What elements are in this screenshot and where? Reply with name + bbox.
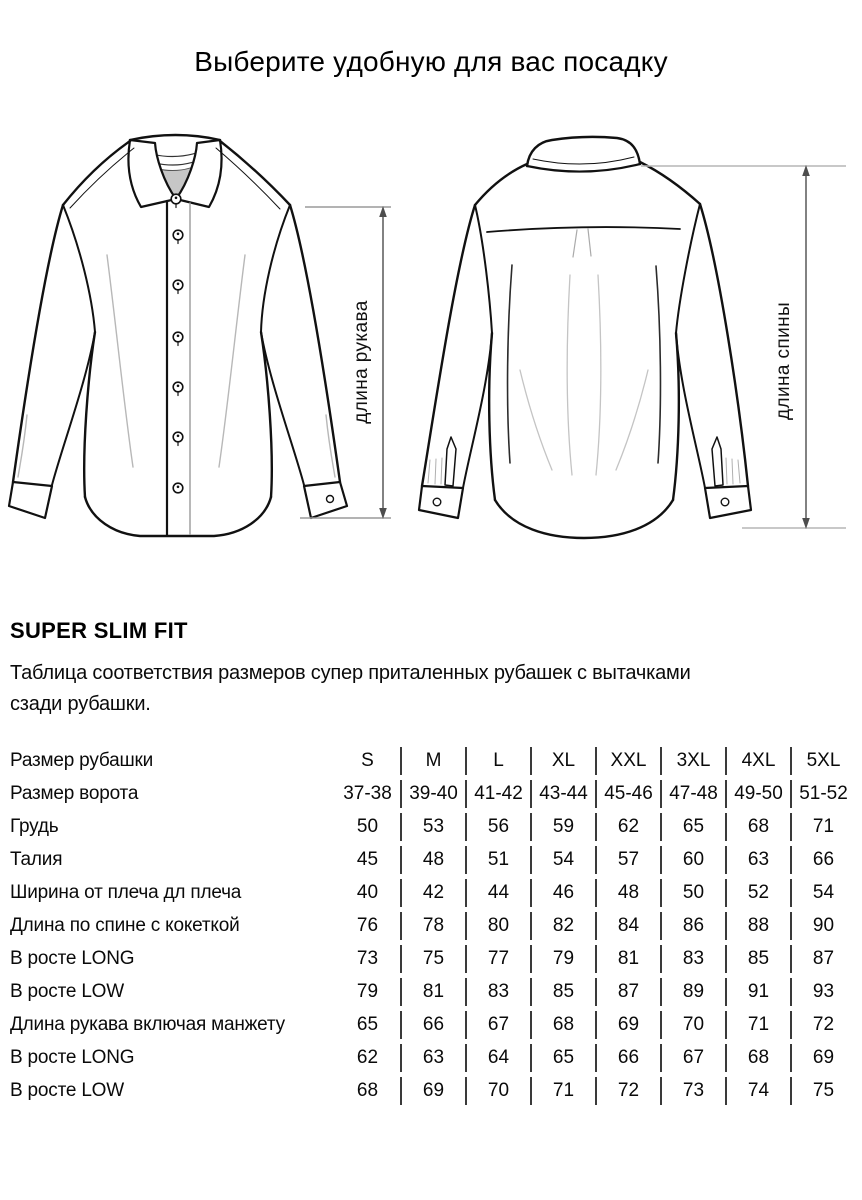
size-value-cell: 49-50 <box>725 780 790 808</box>
size-value-cell: 43-44 <box>530 780 595 808</box>
back-length-label: длина спины <box>773 301 794 421</box>
size-value-cell: 73 <box>660 1077 725 1105</box>
table-row <box>10 1077 855 1105</box>
size-value-cell: 76 <box>356 915 379 936</box>
front-left-sleeve <box>13 205 63 482</box>
size-value-cell: 54 <box>530 846 595 874</box>
size-value-cell: 79 <box>530 945 595 973</box>
size-value-cell: 75 <box>400 945 465 973</box>
table-row <box>10 1011 855 1039</box>
size-value-cell: 68 <box>725 1044 790 1072</box>
front-right-sleeve <box>290 205 340 482</box>
sleeve-length-dimension <box>300 206 391 519</box>
size-value-cell: 52 <box>725 879 790 907</box>
back-yoke-seam <box>487 227 680 232</box>
size-table-body <box>10 747 855 1105</box>
size-value-cell: 65 <box>530 1044 595 1072</box>
size-value-cell: M <box>400 747 465 775</box>
row-label: Ширина от плеча дл плеча <box>10 882 242 903</box>
back-collar <box>527 137 640 166</box>
back-hem <box>495 500 673 538</box>
table-row <box>10 879 855 907</box>
size-value-cell: 88 <box>725 912 790 940</box>
size-value-cell: 48 <box>595 879 660 907</box>
size-value-cell: 86 <box>660 912 725 940</box>
size-table-wrap <box>10 742 855 1110</box>
size-value-cell: 51-52 <box>790 780 855 808</box>
row-label: Размер ворота <box>10 783 139 804</box>
size-value-cell: 54 <box>790 879 855 907</box>
size-value-cell: 70 <box>660 1011 725 1039</box>
size-value-cell: XXL <box>595 747 660 775</box>
row-label: Длина рукава включая манжету <box>10 1014 285 1035</box>
size-value-cell: 69 <box>790 1044 855 1072</box>
size-value-cell: 53 <box>400 813 465 841</box>
size-value-cell: 81 <box>595 945 660 973</box>
description-line: Таблица соответствия размеров супер приталенных рубашек с вытачками <box>10 662 691 684</box>
row-label: В росте LOW <box>10 981 124 1002</box>
size-value-cell: 59 <box>530 813 595 841</box>
row-label: Талия <box>10 849 63 870</box>
size-value-cell: 67 <box>660 1044 725 1072</box>
size-value-cell: 48 <box>400 846 465 874</box>
row-label: Грудь <box>10 816 59 837</box>
size-value-cell: 66 <box>595 1044 660 1072</box>
size-value-cell: 68 <box>725 813 790 841</box>
size-value-cell: 4XL <box>725 747 790 775</box>
size-value-cell: 50 <box>660 879 725 907</box>
row-label: В росте LONG <box>10 948 135 969</box>
size-value-cell: 79 <box>356 981 379 1002</box>
front-collar <box>130 135 220 140</box>
size-value-cell: 3XL <box>660 747 725 775</box>
size-table <box>10 742 855 1110</box>
table-description <box>10 658 840 720</box>
size-value-cell: 37-38 <box>343 783 392 804</box>
row-label: Длина по спине с кокеткой <box>10 915 240 936</box>
size-value-cell: 84 <box>595 912 660 940</box>
size-value-cell: 69 <box>595 1011 660 1039</box>
back-left-dart <box>508 265 512 463</box>
back-right-sleeve <box>700 204 748 486</box>
table-row <box>10 846 855 874</box>
size-value-cell: 83 <box>660 945 725 973</box>
size-diagram <box>0 115 862 585</box>
size-value-cell: 51 <box>465 846 530 874</box>
table-row <box>10 813 855 841</box>
table-row <box>10 978 855 1006</box>
size-value-cell: 77 <box>465 945 530 973</box>
size-value-cell: 67 <box>465 1011 530 1039</box>
size-value-cell: 80 <box>465 912 530 940</box>
size-value-cell: 45-46 <box>595 780 660 808</box>
size-value-cell: 50 <box>356 816 379 837</box>
row-label: В росте LOW <box>10 1080 124 1101</box>
sleeve-length-label: длина рукава <box>351 300 372 424</box>
front-buttons <box>171 194 183 493</box>
size-value-cell: 64 <box>465 1044 530 1072</box>
table-row <box>10 1044 855 1072</box>
size-value-cell: 93 <box>790 978 855 1006</box>
size-value-cell: 87 <box>595 978 660 1006</box>
size-value-cell: 71 <box>530 1077 595 1105</box>
section-heading: SUPER SLIM FIT <box>10 618 188 643</box>
row-label: В росте LONG <box>10 1047 135 1068</box>
size-value-cell: 68 <box>530 1011 595 1039</box>
size-value-cell: 63 <box>400 1044 465 1072</box>
size-value-cell: 78 <box>400 912 465 940</box>
size-value-cell: 89 <box>660 978 725 1006</box>
size-value-cell: 65 <box>356 1014 379 1035</box>
size-value-cell: 73 <box>356 948 379 969</box>
page-title: Выберите удобную для вас посадку <box>194 46 668 77</box>
back-length-dimension <box>641 165 846 529</box>
size-value-cell: 85 <box>725 945 790 973</box>
size-value-cell: 44 <box>465 879 530 907</box>
size-value-cell: 83 <box>465 978 530 1006</box>
size-value-cell: 72 <box>595 1077 660 1105</box>
description-line: сзади рубашки. <box>10 693 151 715</box>
size-value-cell: 75 <box>790 1077 855 1105</box>
table-row <box>10 945 855 973</box>
size-value-cell: 68 <box>356 1080 379 1101</box>
size-value-cell: 69 <box>400 1077 465 1105</box>
size-value-cell: 39-40 <box>400 780 465 808</box>
size-value-cell: 81 <box>400 978 465 1006</box>
size-value-cell: 41-42 <box>465 780 530 808</box>
size-value-cell: 57 <box>595 846 660 874</box>
size-value-cell: 71 <box>790 813 855 841</box>
size-value-cell: 46 <box>530 879 595 907</box>
size-value-cell: 56 <box>465 813 530 841</box>
size-value-cell: 70 <box>465 1077 530 1105</box>
back-right-dart <box>656 266 660 463</box>
size-value-cell: 74 <box>725 1077 790 1105</box>
size-value-cell: 72 <box>790 1011 855 1039</box>
size-value-cell: L <box>465 747 530 775</box>
size-value-cell: 47-48 <box>660 780 725 808</box>
size-value-cell: 62 <box>595 813 660 841</box>
size-value-cell: 40 <box>356 882 379 903</box>
shirt-front-drawing <box>9 135 347 536</box>
size-value-cell: 66 <box>400 1011 465 1039</box>
size-value-cell: 5XL <box>790 747 855 775</box>
size-value-cell: 45 <box>356 849 379 870</box>
size-value-cell: 66 <box>790 846 855 874</box>
size-value-cell: S <box>361 750 374 771</box>
size-value-cell: 60 <box>660 846 725 874</box>
front-right-cuff <box>304 482 347 518</box>
size-value-cell: 91 <box>725 978 790 1006</box>
shirt-back-drawing <box>419 137 751 538</box>
size-value-cell: 62 <box>356 1047 379 1068</box>
size-value-cell: 71 <box>725 1011 790 1039</box>
size-value-cell: 87 <box>790 945 855 973</box>
table-row <box>10 747 855 775</box>
size-value-cell: XL <box>530 747 595 775</box>
size-value-cell: 82 <box>530 912 595 940</box>
size-value-cell: 90 <box>790 912 855 940</box>
front-hem <box>85 497 271 536</box>
table-row <box>10 780 855 808</box>
front-left-cuff <box>9 482 52 518</box>
size-value-cell: 85 <box>530 978 595 1006</box>
table-row <box>10 912 855 940</box>
size-value-cell: 63 <box>725 846 790 874</box>
row-label: Размер рубашки <box>10 750 154 771</box>
size-value-cell: 42 <box>400 879 465 907</box>
size-value-cell: 65 <box>660 813 725 841</box>
